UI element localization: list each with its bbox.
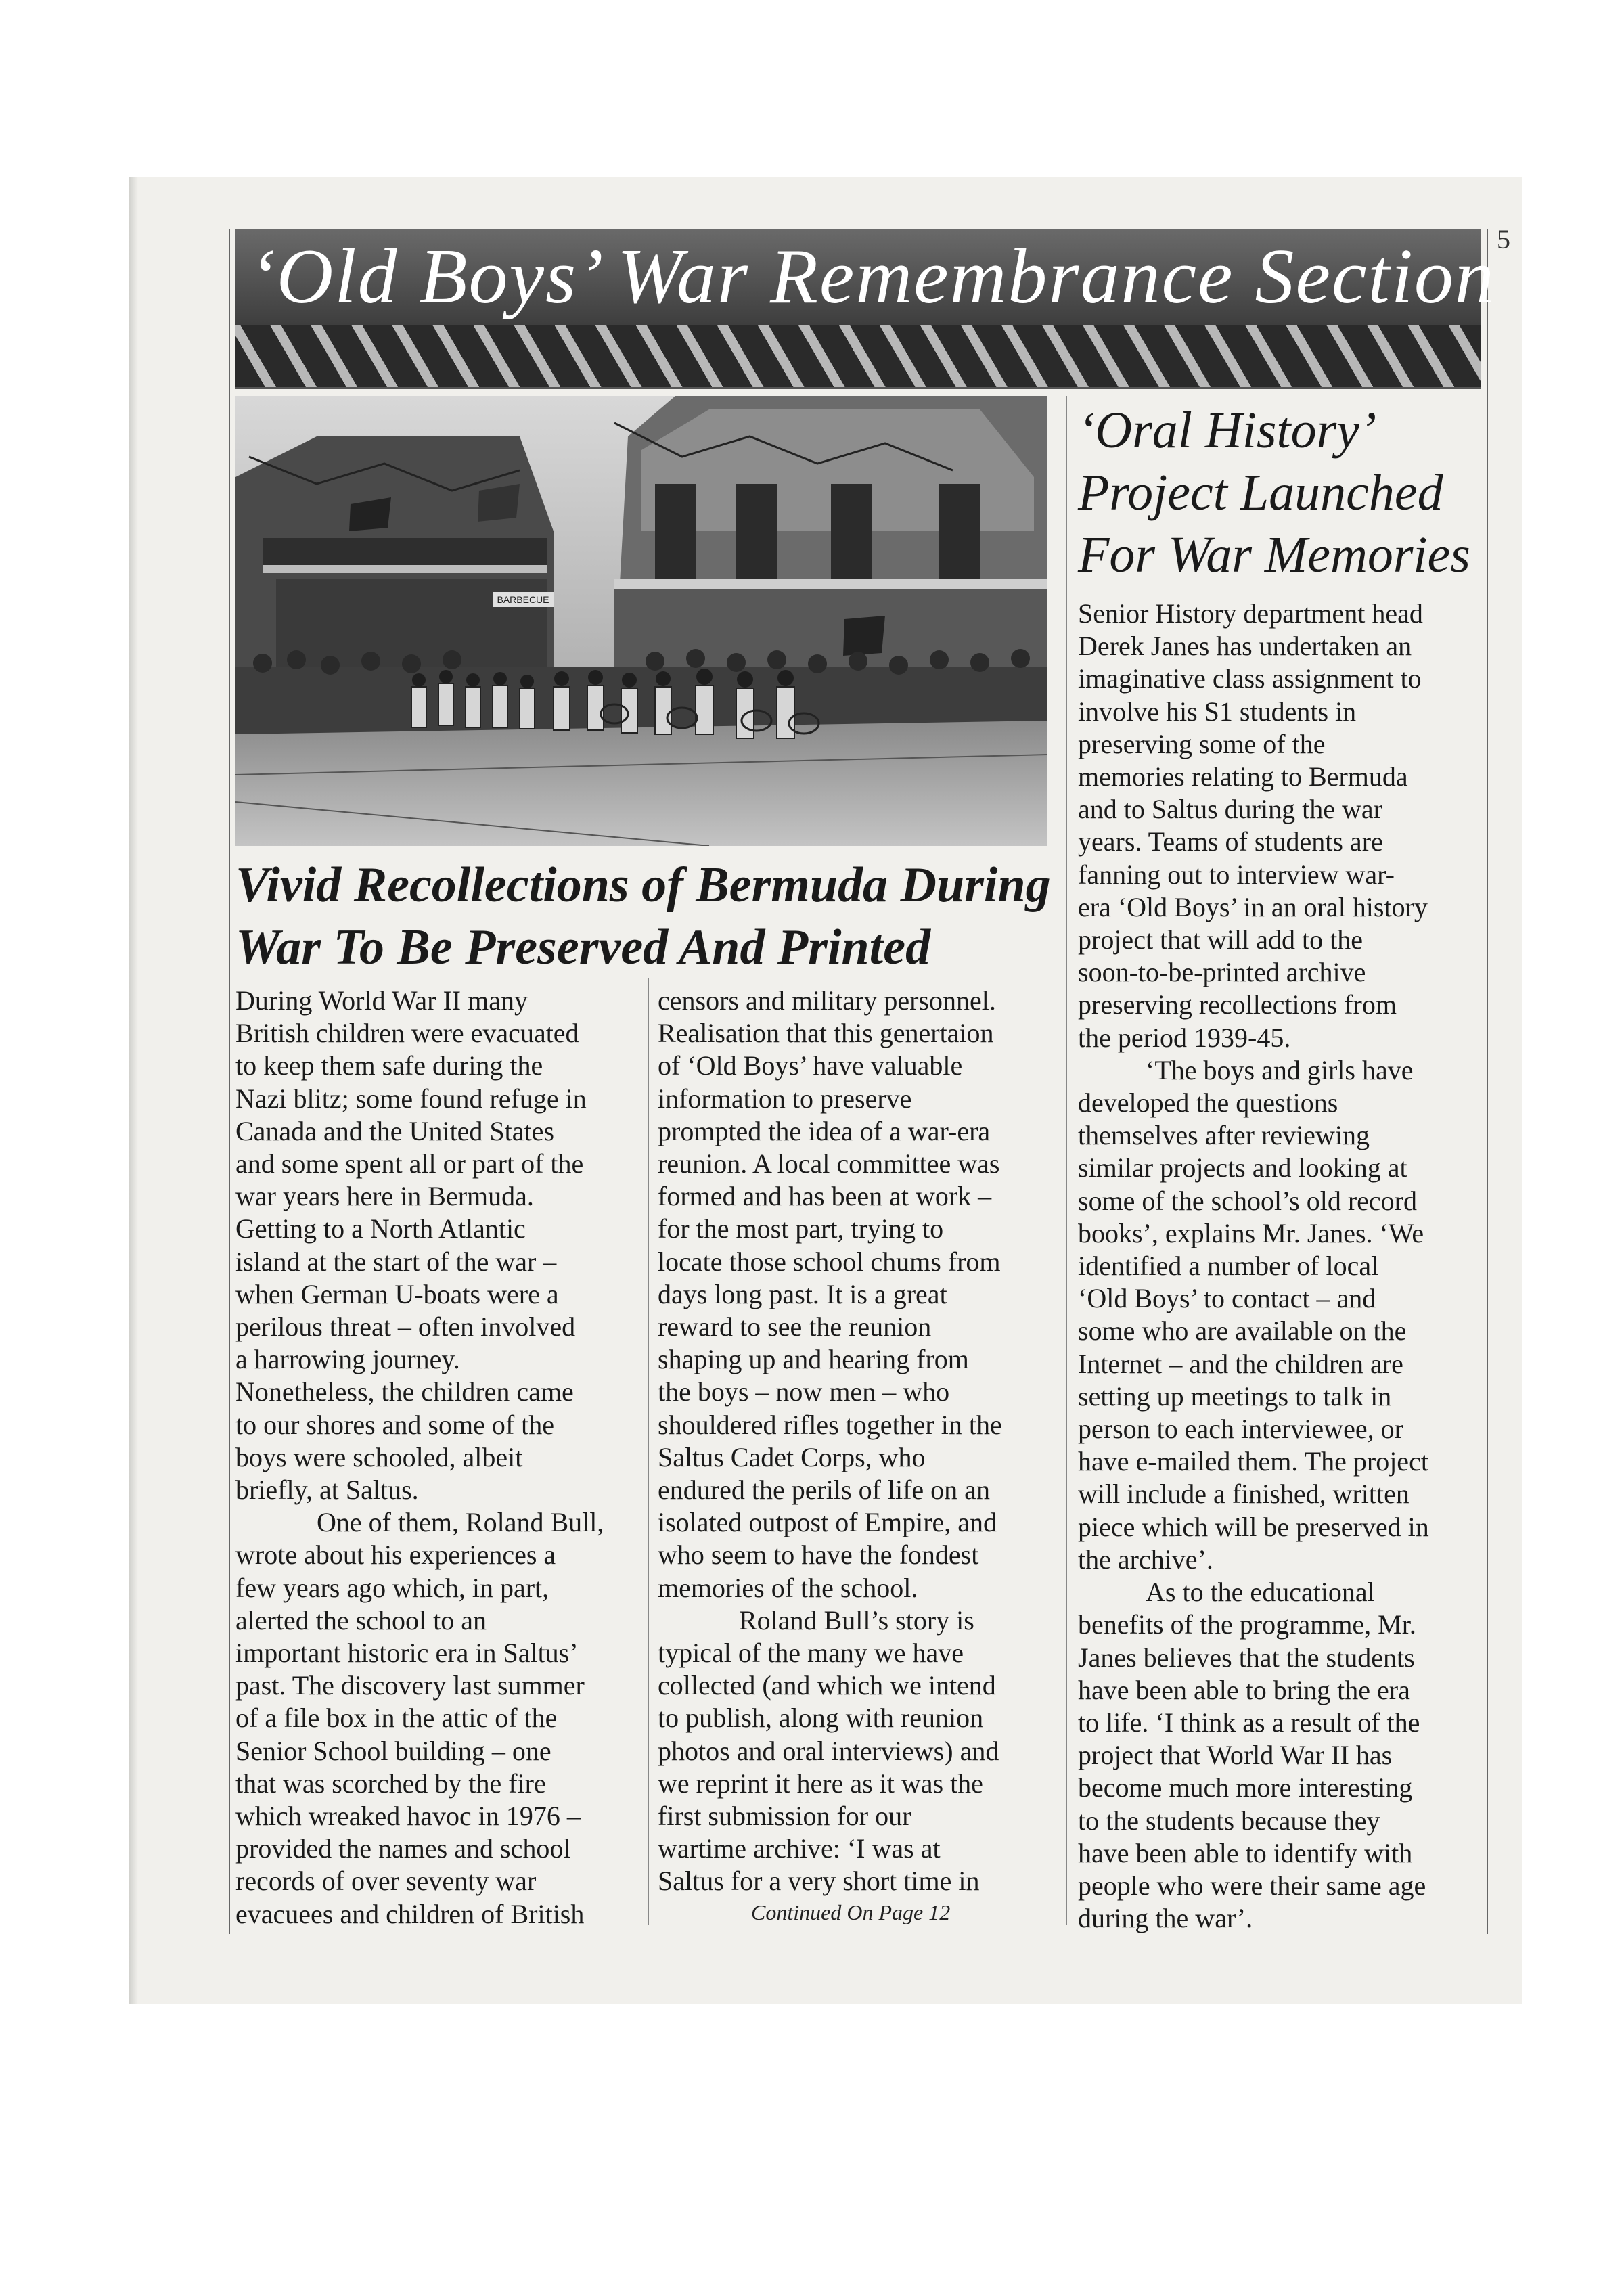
text-line: who seem to have the fondest — [658, 1539, 979, 1571]
text-line: boys were schooled, albeit — [235, 1441, 523, 1472]
text-line: Internet – and the children are — [1078, 1348, 1403, 1379]
text-line: to life. ‘I think as a result of the — [1078, 1707, 1420, 1738]
text-line: a harrowing journey. — [235, 1344, 460, 1375]
text-line: Saltus for a very short time in — [658, 1866, 980, 1897]
text-line: wartime archive: ‘I was at — [658, 1833, 941, 1864]
text-line: As to the educational — [1146, 1577, 1375, 1608]
text-line: preserving recollections from — [1078, 989, 1397, 1020]
text-line: Derek Janes has undertaken an — [1078, 631, 1412, 662]
text-line: Senior School building – one — [235, 1735, 551, 1766]
text-line: Canada and the United States — [235, 1115, 554, 1146]
text-line: reward to see the reunion — [658, 1311, 932, 1343]
text-line: setting up meetings to talk in — [1078, 1380, 1392, 1412]
text-line: few years ago which, in part, — [235, 1572, 549, 1603]
text-line: to keep them safe during the — [235, 1050, 543, 1081]
shop-sign-text: BARBECUE — [497, 594, 549, 605]
text-line: memories of the school. — [658, 1572, 918, 1603]
right-border-rule — [1487, 229, 1488, 1934]
side-headline-line-1: ‘Oral History’ — [1078, 402, 1377, 459]
text-line: provided the names and school — [235, 1833, 571, 1864]
text-line: Nonetheless, the children came — [235, 1376, 574, 1408]
text-line: we reprint it here as it was the — [658, 1768, 983, 1799]
side-headline — [1078, 399, 1470, 586]
text-line: the period 1939-45. — [1078, 1022, 1291, 1053]
text-line: similar projects and looking at — [1078, 1152, 1407, 1184]
side-headline-line-2: Project Launched — [1078, 464, 1443, 521]
text-line: memories relating to Bermuda — [1078, 761, 1408, 792]
text-line: which wreaked havoc in 1976 – — [235, 1801, 581, 1832]
parade-photo-illustration — [235, 396, 1047, 846]
text-line: ‘Old Boys’ to contact – and — [1078, 1283, 1376, 1314]
main-headline — [235, 854, 1075, 978]
text-line: typical of the many we have — [658, 1638, 964, 1669]
text-line: isolated outpost of Empire, and — [658, 1507, 997, 1538]
text-line: to the students because they — [1078, 1805, 1380, 1836]
text-line: wrote about his experiences a — [235, 1539, 556, 1571]
text-line: endured the perils of life on an — [658, 1475, 990, 1506]
text-line: days long past. It is a great — [658, 1278, 947, 1309]
text-line: era ‘Old Boys’ in an oral history — [1078, 891, 1428, 922]
main-headline-line-2: War To Be Preserved And Printed — [235, 920, 931, 975]
text-line: shaping up and hearing from — [658, 1344, 969, 1375]
text-line: briefly, at Saltus. — [235, 1475, 419, 1506]
text-line: Realisation that this genertaion — [658, 1018, 994, 1049]
text-line: the archive’. — [1078, 1544, 1213, 1575]
text-line: evacuees and children of British — [235, 1898, 585, 1929]
text-line: will include a finished, written — [1078, 1479, 1409, 1510]
text-line: of a file box in the attic of the — [235, 1703, 558, 1734]
text-line: developed the questions — [1078, 1087, 1338, 1119]
text-line: One of them, Roland Bull, — [317, 1507, 604, 1538]
text-line: some who are available on the — [1078, 1315, 1407, 1347]
text-line: war years here in Bermuda. — [235, 1181, 534, 1212]
text-line: formed and has been at work – — [658, 1181, 992, 1212]
text-line: project that will add to the — [1078, 924, 1363, 955]
text-line: collected (and which we intend — [658, 1670, 996, 1701]
text-line: Janes believes that the students — [1078, 1642, 1415, 1673]
text-line: have been able to identify with — [1078, 1837, 1413, 1868]
text-line: Senior History department head — [1078, 598, 1423, 629]
text-line: the boys – now men – who — [658, 1376, 950, 1408]
page-edge-shadow — [129, 177, 138, 2004]
text-line: imaginative class assignment to — [1078, 663, 1422, 694]
text-line: have been able to bring the era — [1078, 1674, 1410, 1705]
text-line: reunion. A local committee was — [658, 1148, 1000, 1179]
text-line: Saltus Cadet Corps, who — [658, 1441, 926, 1472]
text-line: perilous threat – often involved — [235, 1311, 576, 1343]
column-divider-2 — [1066, 396, 1067, 1925]
text-line: books’, explains Mr. Janes. ‘We — [1078, 1217, 1424, 1248]
text-line: Roland Bull’s story is — [739, 1604, 974, 1636]
text-line: person to each interviewee, or — [1078, 1414, 1403, 1445]
text-line: identified a number of local — [1078, 1251, 1379, 1282]
text-line: that was scorched by the fire — [235, 1768, 546, 1799]
side-headline-line-3: For War Memories — [1078, 526, 1470, 583]
text-line: shouldered rifles together in the — [658, 1409, 1002, 1440]
text-line: have e-mailed them. The project — [1078, 1446, 1428, 1477]
text-line: prompted the idea of a war-era — [658, 1115, 991, 1146]
text-line: and some spent all or part of the — [235, 1148, 584, 1179]
text-line: to our shores and some of the — [235, 1409, 555, 1440]
text-line: information to preserve — [658, 1083, 912, 1114]
side-article-column — [1078, 598, 1429, 1935]
text-line: during the war’. — [1078, 1903, 1253, 1934]
continued-on-page-link[interactable]: Continued On Page 12 — [751, 1900, 951, 1924]
text-line: and to Saltus during the war — [1078, 794, 1382, 825]
text-line: past. The discovery last summer — [235, 1670, 585, 1701]
text-line: some of the school’s old record — [1078, 1185, 1417, 1216]
text-line: benefits of the programme, Mr. — [1078, 1609, 1416, 1640]
text-line: themselves after reviewing — [1078, 1120, 1370, 1151]
text-line: for the most part, trying to — [658, 1213, 944, 1244]
text-line: alerted the school to an — [235, 1604, 487, 1636]
text-line: important historic era in Saltus’ — [235, 1638, 579, 1669]
text-line: people who were their same age — [1078, 1870, 1426, 1901]
text-line: locate those school chums from — [658, 1246, 1001, 1277]
text-line: to publish, along with reunion — [658, 1703, 984, 1734]
page-number: 5 — [1497, 224, 1510, 254]
parade-photo — [235, 396, 1047, 846]
text-line: project that World War II has — [1078, 1740, 1393, 1771]
text-line: ‘The boys and girls have — [1146, 1054, 1414, 1085]
text-line: piece which will be preserved in — [1078, 1511, 1429, 1542]
left-border-rule — [229, 229, 230, 1934]
decorative-stripes — [235, 325, 1481, 389]
text-line: soon-to-be-printed archive — [1078, 957, 1366, 988]
text-line: British children were evacuated — [235, 1018, 579, 1049]
text-line: Nazi blitz; some found refuge in — [235, 1083, 587, 1114]
text-line: preserving some of the — [1078, 728, 1326, 759]
text-line: years. Teams of students are — [1078, 826, 1383, 857]
text-line: involve his S1 students in — [1078, 696, 1357, 727]
text-line: During World War II many — [235, 985, 528, 1016]
text-line: of ‘Old Boys’ have valuable — [658, 1050, 963, 1081]
text-line: when German U-boats were a — [235, 1278, 559, 1309]
text-line: photos and oral interviews) and — [658, 1735, 999, 1766]
section-title: ‘Old Boys’ War Remembrance Section — [249, 233, 1495, 320]
text-line: fanning out to interview war- — [1078, 859, 1395, 890]
main-headline-line-1: Vivid Recollections of Bermuda During — [235, 857, 1051, 913]
column-divider-1 — [648, 978, 649, 1925]
text-line: become much more interesting — [1078, 1772, 1413, 1803]
section-banner — [235, 229, 1495, 325]
main-article-column-1 — [235, 985, 604, 1931]
text-line: island at the start of the war – — [235, 1246, 557, 1277]
text-line: Getting to a North Atlantic — [235, 1213, 526, 1244]
text-line: censors and military personnel. — [658, 985, 996, 1016]
text-line: records of over seventy war — [235, 1866, 537, 1897]
text-line: first submission for our — [658, 1801, 911, 1832]
main-article-column-2 — [658, 985, 1002, 1898]
